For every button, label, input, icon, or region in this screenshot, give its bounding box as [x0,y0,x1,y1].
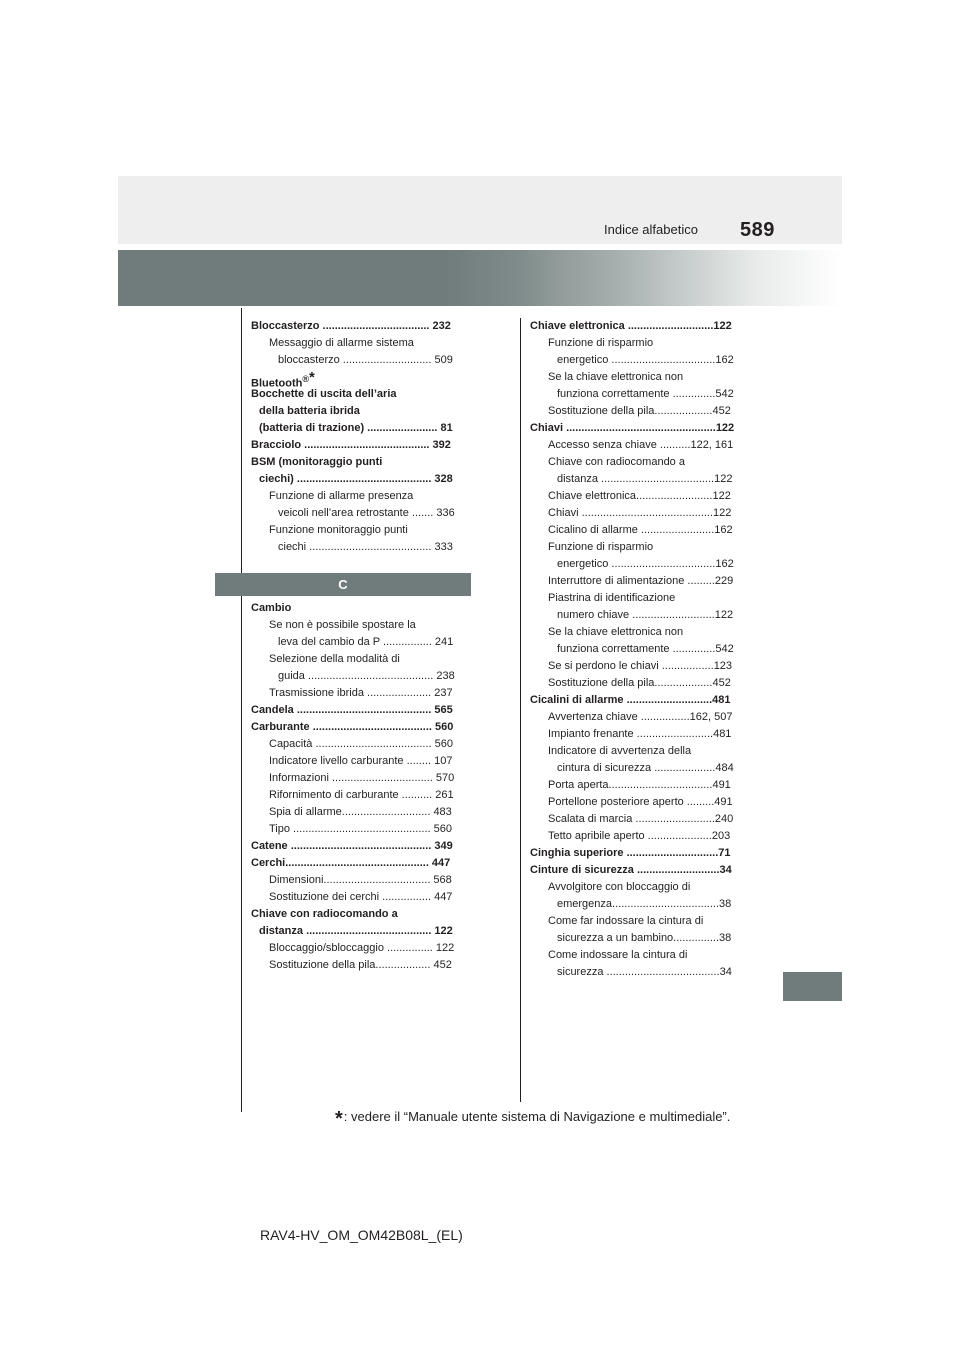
index-entry: Scalata di marcia ..........................240 [548,813,734,825]
index-entry: Catene .............................................. 349 [251,840,453,852]
index-entry: ciechi) ............................................ 328 [259,473,453,485]
index-entry: Spia di allarme............................. 483 [269,806,452,818]
index-entry: Se la chiave elettronica non [548,626,684,638]
index-entry: Se la chiave elettronica non [548,371,684,383]
index-entry: Bloccaggio/sbloccaggio ............... 122 [269,942,455,954]
index-entry: Come far indossare la cintura di [548,915,704,927]
index-entry: Funzione di risparmio [548,541,654,553]
index-entry: Sostituzione dei cerchi ................ 447 [269,891,453,903]
letter-band-c: C [215,573,471,596]
index-entry: Chiave elettronica.........................122 [548,490,731,502]
index-entry: Funzione di allarme presenza [269,490,414,502]
index-entry: Candela ............................................ 565 [251,704,453,716]
index-entry: Rifornimento di carburante .......... 261 [269,789,454,801]
index-entry: Porta aperta..................................491 [548,779,731,791]
index-entry: Sostituzione della pila...................452 [548,405,731,417]
index-entry: Cerchi............................................... 447 [251,857,451,869]
index-entry: sicurezza .....................................34 [557,966,732,978]
index-entry: Messaggio di allarme sistema [269,337,414,349]
index-entry: Cinture di sicurezza ...........................34 [530,864,732,876]
index-entry: Tetto apribile aperto .....................203 [548,830,731,842]
index-entry: Cinghia superiore ..............................71 [530,847,731,859]
index-entry: Selezione della modalità di [269,653,400,665]
index-entry: (batteria di trazione) ....................... 81 [259,422,453,434]
index-entry: Indicatore livello carburante ........ 107 [269,755,453,767]
center-rule [520,318,521,1102]
footnote-text: : vedere il “Manuale utente sistema di Navigazione e multimediale”. [343,1109,731,1124]
index-entry: Dimensioni................................... 568 [269,874,452,886]
footnote [335,1108,730,1131]
index-entry: Come indossare la cintura di [548,949,688,961]
index-entry: Carburante ....................................... 560 [251,721,454,733]
index-entry: Cicalino di allarme ........................162 [548,524,733,536]
index-entry: funziona correttamente ..............542 [557,388,734,400]
index-entry: della batteria ibrida [259,405,360,417]
index-entry: numero chiave ...........................122 [557,609,734,621]
index-entry: Sostituzione della pila...................452 [548,677,731,689]
index-entry: Chiave con radiocomando a [548,456,685,468]
footnote-star-icon: * [308,369,315,386]
index-entry: Piastrina di identificazione [548,592,676,604]
section-title: Indice alfabetico [604,222,698,237]
header-gradient-bar [118,250,842,306]
index-entry: veicoli nell’area retrostante ....... 336 [278,507,455,519]
index-entry: Sostituzione della pila.................. 452 [269,959,452,971]
index-entry: Indicatore di avvertenza della [548,745,692,757]
index-entry: Accesso senza chiave ..........122, 161 [548,439,734,451]
footnote-marker: * [335,1108,343,1130]
index-entry: Interruttore di alimentazione .........229 [548,575,734,587]
index-entry: Se si perdono le chiavi .................123 [548,660,733,672]
index-entry: energetico ..................................162 [557,354,734,366]
index-entry: Bocchette di uscita dell’aria [251,388,397,400]
index-entry: Informazioni ................................. 570 [269,772,455,784]
index-entry: funziona correttamente ..............542 [557,643,734,655]
index-entry: guida ......................................... 238 [278,670,455,682]
index-entry: Capacità ...................................... 560 [269,738,454,750]
index-entry: sicurezza a un bambino...............38 [557,932,732,944]
index-entry: energetico ..................................162 [557,558,734,570]
index-entry: Bluetooth®* [251,369,315,390]
index-entry: Portellone posteriore aperto .........491 [548,796,733,808]
index-entry: Cicalini di allarme ............................481 [530,694,731,706]
index-entry: ciechi ........................................ 333 [278,541,453,553]
index-entry: Funzione monitoraggio punti [269,524,408,536]
index-entry: Cambio [251,602,292,614]
index-entry: Avvolgitore con bloccaggio di [548,881,691,893]
index-entry: Tipo ............................................. 560 [269,823,452,835]
index-entry: cintura di sicurezza ....................484 [557,762,734,774]
index-entry: Chiave elettronica ............................122 [530,320,732,332]
index-entry: Chiavi ...........................................122 [548,507,732,519]
index-entry: Trasmissione ibrida ..................... 237 [269,687,453,699]
page-number: 589 [740,219,775,241]
document-code: RAV4-HV_OM_OM42B08L_(EL) [260,1227,463,1243]
index-entry: Se non è possibile spostare la [269,619,416,631]
index-entry: Impianto frenante .........................481 [548,728,732,740]
index-entry: Chiavi .................................................122 [530,422,735,434]
index-entry: emergenza...................................38 [557,898,732,910]
index-entry: distanza .....................................122 [557,473,733,485]
header-band [118,176,842,244]
side-thumb-tab [783,972,842,1001]
index-entry: BSM (monitoraggio punti [251,456,383,468]
index-entry: Chiave con radiocomando a [251,908,398,920]
index-entry: leva del cambio da P ................ 241 [278,636,454,648]
index-entry: Bloccasterzo ................................... 232 [251,320,451,332]
index-entry: bloccasterzo ............................. 509 [278,354,453,366]
index-entry: Bracciolo ......................................... 392 [251,439,451,451]
index-entry: Avvertenza chiave ................162, 507 [548,711,733,723]
registered-trademark-mark: ® [302,374,309,384]
index-entry: Funzione di risparmio [548,337,654,349]
index-entry: distanza ......................................... 122 [259,925,453,937]
left-rule [241,308,242,1112]
